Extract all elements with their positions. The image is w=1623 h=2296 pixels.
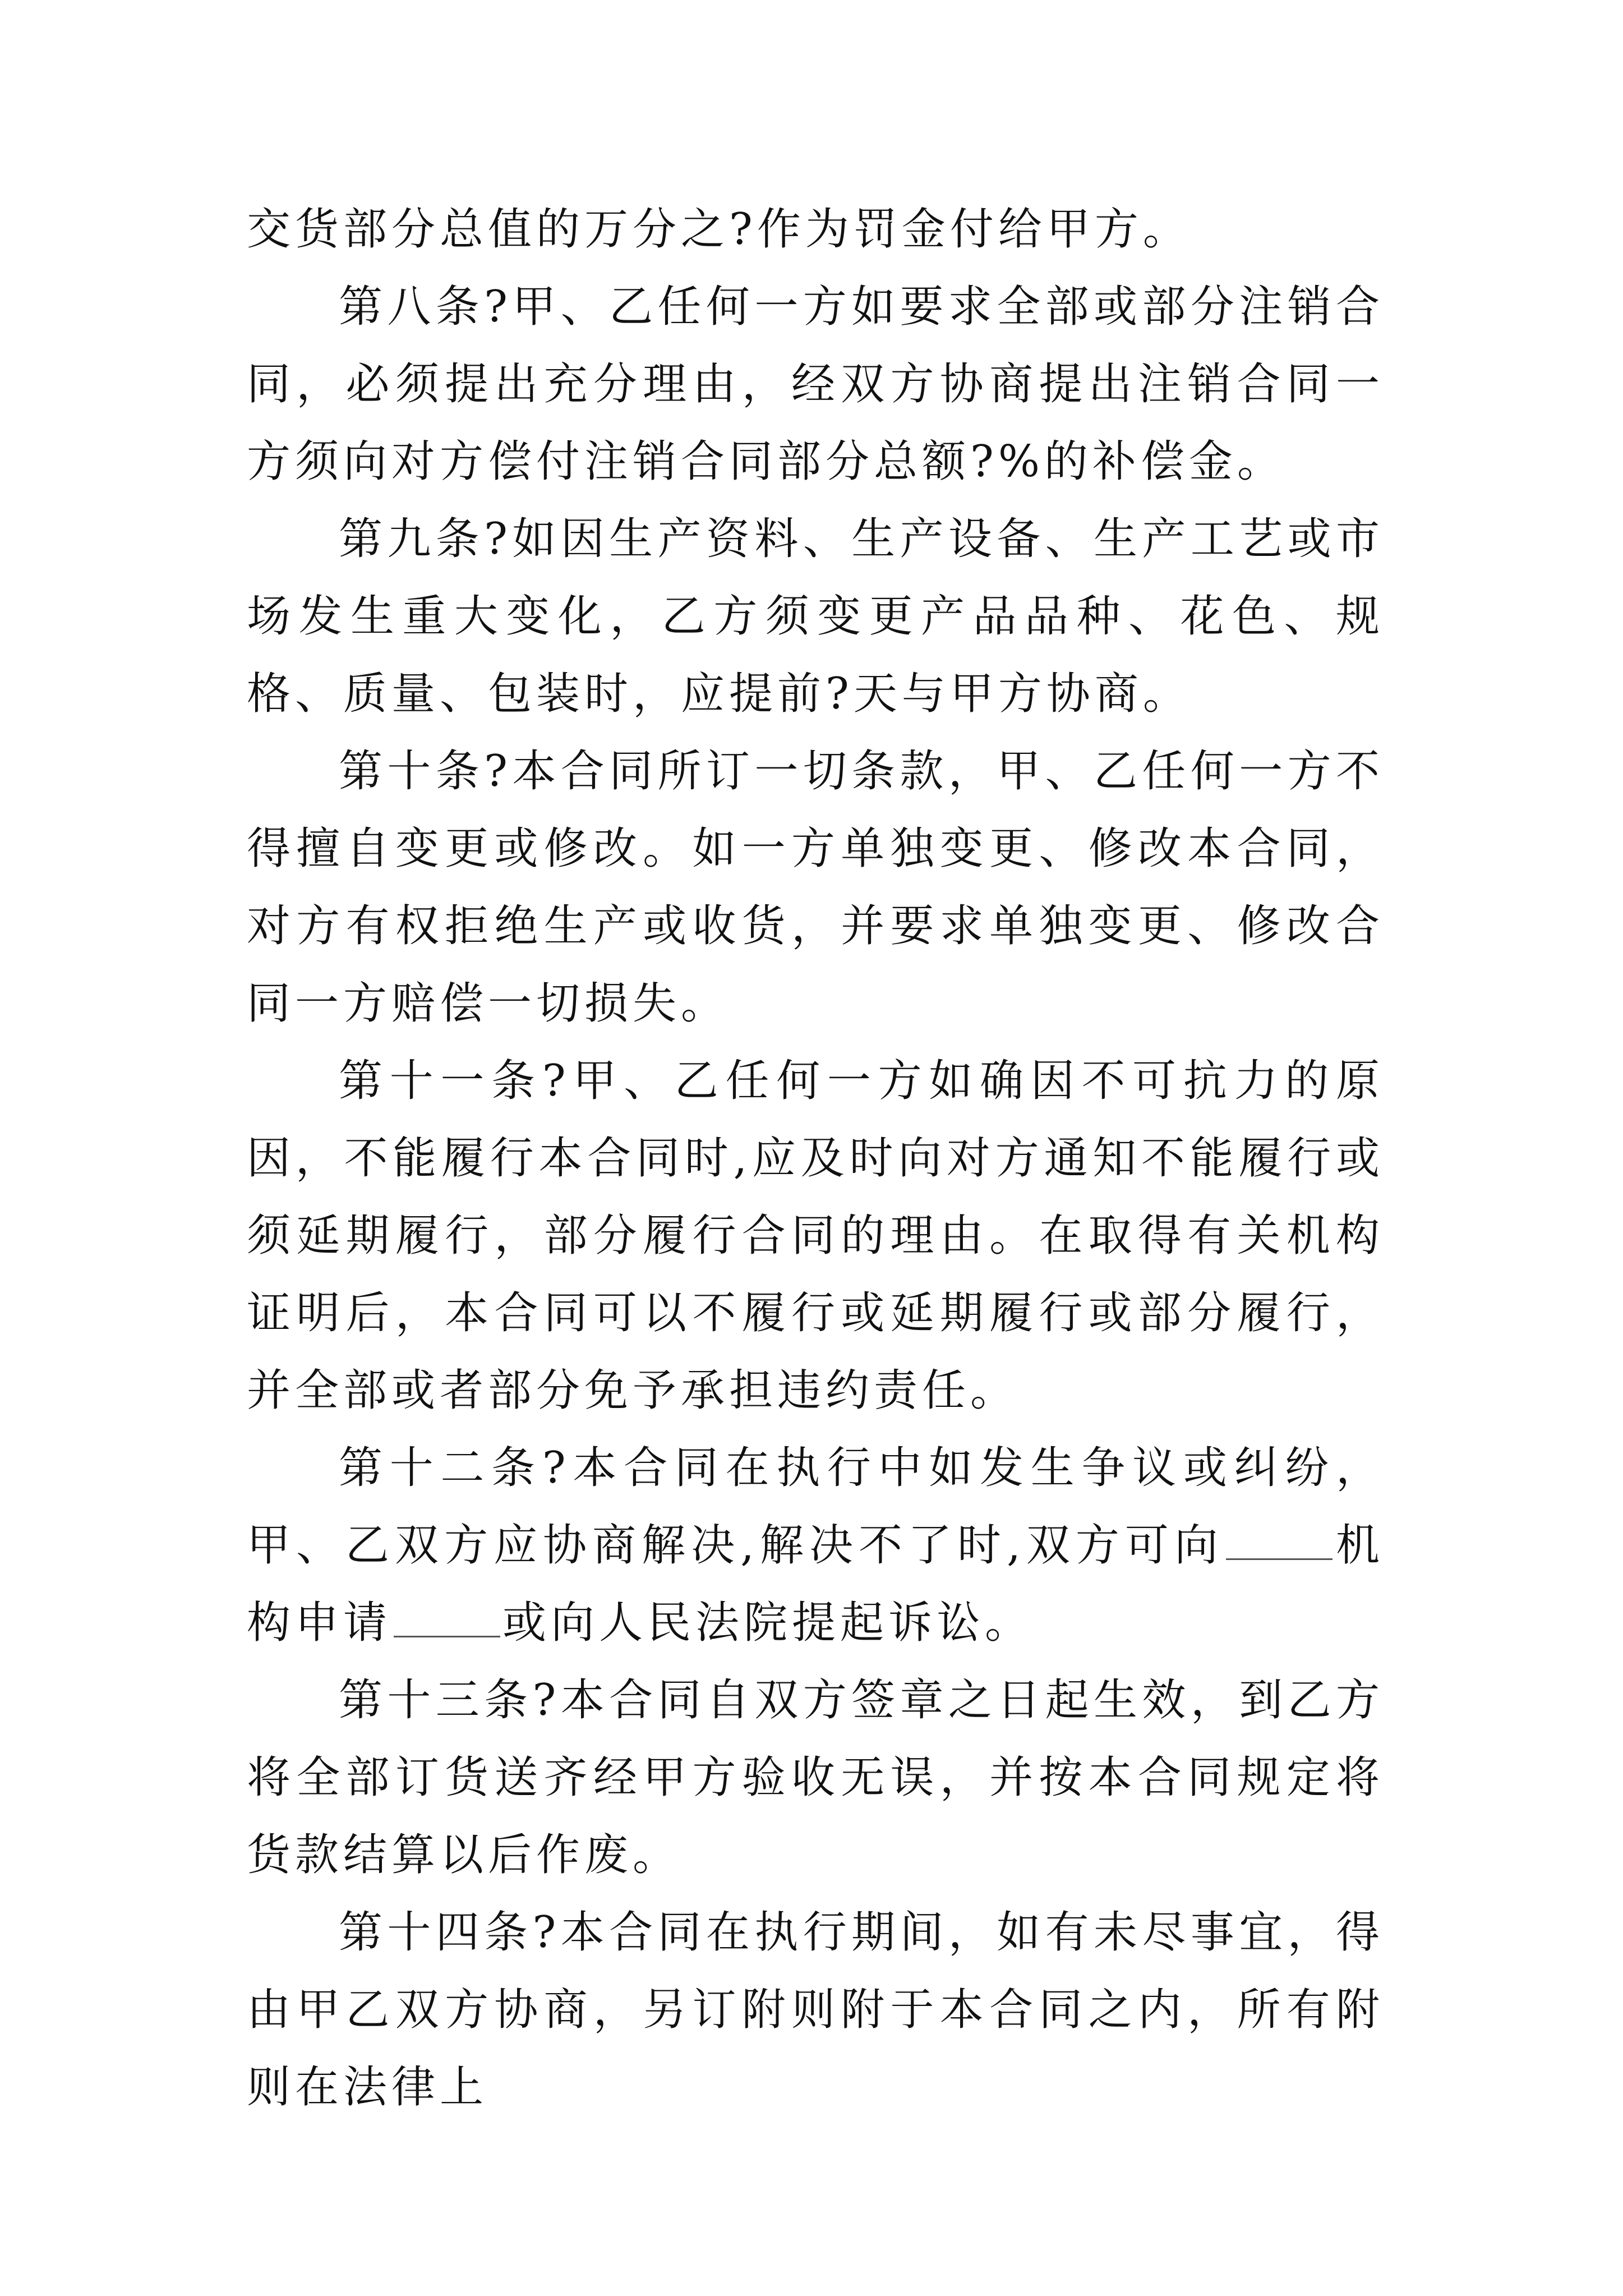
fill-in-blank-application xyxy=(394,1603,500,1637)
article-10-paragraph: 第十条?本合同所订一切条款，甲、乙任何一方不得擅自变更或修改。如一方单独变更、修改本合同，对方有权拒绝生产或收货，并要求单独变更、修改合同一方赔偿一切损失。 xyxy=(247,746,1384,1029)
article-12-text-part1: 第十二条?本合同在执行中如发生争议或纠纷，甲、乙双方应协商解决,解决不了时,双方可向 xyxy=(247,1443,1384,1571)
article-13-paragraph: 第十三条?本合同自双方签章之日起生效，到乙方将全部订货送齐经甲方验收无误，并按本合同规定将货款结算以后作废。 xyxy=(247,1675,1384,1880)
document-body xyxy=(247,191,1384,2126)
article-8-paragraph: 第八条?甲、乙任何一方如要求全部或部分注销合同，必须提出充分理由，经双方协商提出注销合同一方须向对方偿付注销合同部分总额?%的补偿金。 xyxy=(247,282,1384,487)
fill-in-blank-institution xyxy=(1226,1526,1332,1560)
article-9-paragraph: 第九条?如因生产资料、生产设备、生产工艺或市场发生重大变化，乙方须变更产品品种、花色、规格、质量、包装时，应提前?天与甲方协商。 xyxy=(247,514,1384,719)
paragraph-continuation: 交货部分总值的万分之?作为罚金付给甲方。 xyxy=(247,204,1191,255)
article-12-text-part3: 或向人民法院提起诉讼。 xyxy=(502,1598,1034,1648)
article-12-paragraph xyxy=(247,1429,1384,1662)
article-12-text-part2: 机构申请 xyxy=(247,1520,1384,1648)
article-14-paragraph: 第十四条?本合同在执行期间，如有未尽事宜，得由甲乙双方协商，另订附则附于本合同之内，所有附则在法律上 xyxy=(247,1907,1384,2113)
article-11-paragraph: 第十一条?甲、乙任何一方如确因不可抗力的原因，不能履行本合同时,应及时向对方通知不能履行或须延期履行，部分履行合同的理由。在取得有关机构证明后，本合同可以不履行或延期履行或部分履行，并全部或者部分免予承担违约责任。 xyxy=(247,1056,1384,1416)
